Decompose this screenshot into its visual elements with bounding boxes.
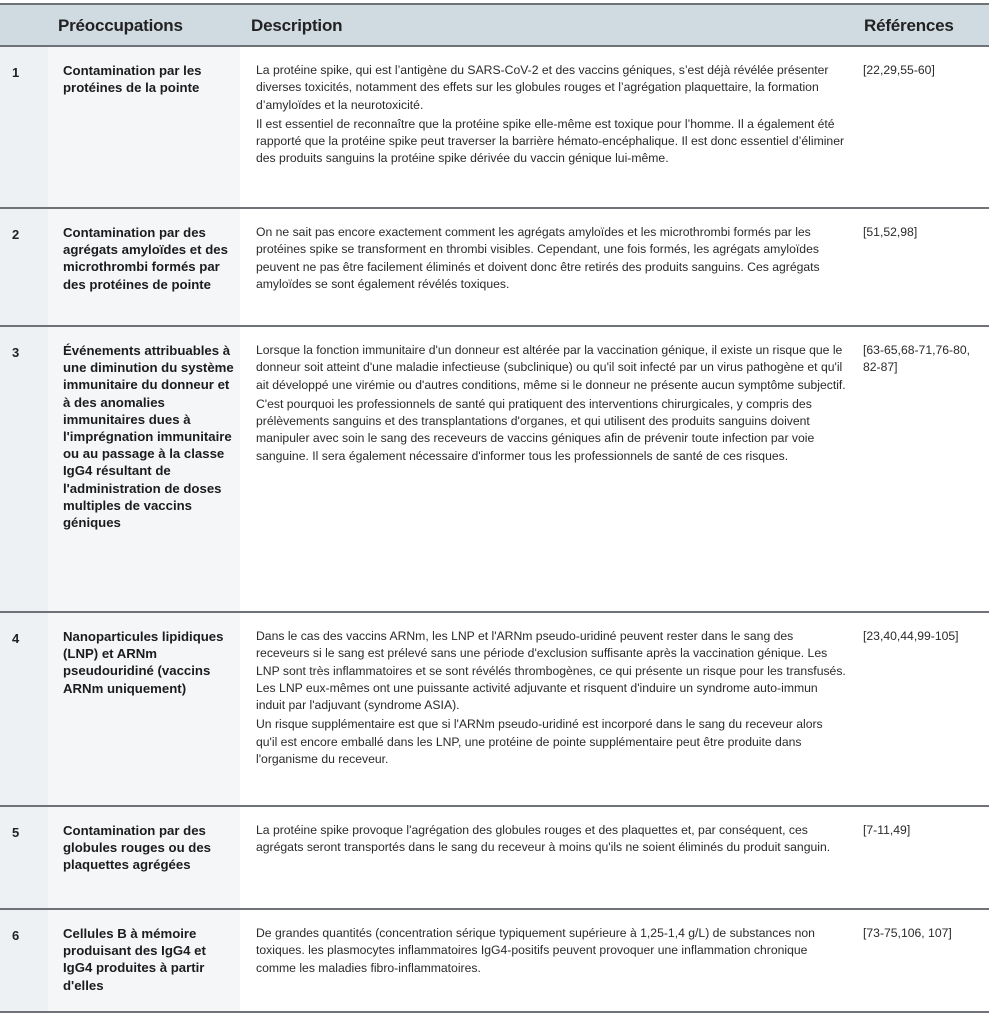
row-number: 2 <box>12 227 20 242</box>
table-row <box>0 613 989 807</box>
row-description <box>256 342 846 467</box>
row-concern: Cellules B à mémoire produisant des IgG4 et IgG4 produites à partir d'elles <box>63 926 206 993</box>
row-number: 3 <box>12 345 20 360</box>
description-paragraph: On ne sait pas encore exactement comment les agrégats amyloïdes et les microthrombi formés par les protéines spike se transforment en thrombi visibles. Cependant, une fois formés, les agrégats amyloïdes peuvent ne pas être facilement éliminés et doivent donc être retirés des produits sanguins. Ces agrégats amyloïdes se sont également révélés toxiques. <box>256 225 820 291</box>
row-references: [73-75,106, 107] <box>863 926 952 940</box>
row-references: [63-65,68-71,76-80, 82-87] <box>863 343 971 375</box>
description-paragraph: De grandes quantités (concentration sérique typiquement supérieure à 1,25-1,4 g/L) de substances non toxiques. les plasmocytes inflammatoires IgG4-positifs peuvent provoquer une inflammation chronique comme les maladies fibro-inflammatoires. <box>256 926 815 975</box>
row-concern: Contamination par les protéines de la pointe <box>63 63 202 96</box>
row-number: 6 <box>12 928 20 943</box>
row-description <box>256 628 846 770</box>
row-concern: Contamination par des agrégats amyloïdes et des microthrombi formés par des protéines de pointe <box>63 225 228 292</box>
row-concern: Événements attribuables à une diminution du système immunitaire du donneur et à des anomalies immunitaires dues à l'imprégnation immunitaire ou au passage à la classe IgG4 résultant de l'administration de doses multiples de vaccins géniques <box>63 343 234 531</box>
row-description <box>256 925 846 979</box>
row-references: [51,52,98] <box>863 225 918 239</box>
row-description <box>256 62 846 170</box>
description-paragraph: Un risque supplémentaire est que si l'ARNm pseudo-uridiné est incorporé dans le sang du receveur alors qu'il est encore emballé dans les LNP, une protéine de pointe supplémentaire peut être produite dans l'organisme du receveur. <box>256 717 823 767</box>
row-number: 4 <box>12 631 20 646</box>
description-paragraph: La protéine spike, qui est l’antigène du SARS-CoV-2 et des vaccins géniques, s’est déjà révélée présenter diverses toxicités, notamment des effets sur les globules rouges et l’agrégation plaquettaire, la formation d’amyloïdes et la neurotoxicité. <box>256 63 829 112</box>
description-paragraph: Dans le cas des vaccins ARNm, les LNP et l'ARNm pseudo-uridiné peuvent rester dans le sang des receveurs si le sang est prélevé sans une période d'exclusion suffisante après la vaccination génique. Les LNP sont très inflammatoires et se sont révélés thrombogènes, ce qui présente un risque pour les transfusés. Les LNP eux-mêmes ont une puissante activité adjuvante et risquent d'induire un syndrome auto-immun induit par l'adjuvant (syndrome ASIA). <box>256 629 846 713</box>
row-concern: Nanoparticules lipidiques (LNP) et ARNm pseudouridiné (vaccins ARNm uniquement) <box>63 629 224 696</box>
description-paragraph: C'est pourquoi les professionnels de santé qui pratiquent des interventions chirurgicales, y compris des prélèvements sanguins et des transplantations d'organes, et qui utilisent des produits sanguins doivent manipuler avec soin le sang des receveurs de vaccins géniques afin de prévenir toute infection par voie sanguine. Il sera également nécessaire d'informer tous les professionnels de santé de ces risques. <box>256 396 815 463</box>
row-references: [7-11,49] <box>863 823 911 837</box>
table-header <box>0 3 989 47</box>
description-paragraph: La protéine spike provoque l'agrégation des globules rouges et des plaquettes et, par conséquent, ces agrégats seront transportés dans le sang du receveur à moins qu'ils ne soient éliminés du produit sanguin. <box>256 823 831 855</box>
concerns-table <box>0 3 989 1013</box>
description-paragraph: Il est essentiel de reconnaître que la protéine spike elle-même est toxique pour l’homme. Il a également été rapporté que la protéine spike peut traverser la barrière hémato-encéphalique. Il est donc essentiel d’éliminer des produits sanguins la protéine spike dérivée du vaccin génique lui-même. <box>256 116 845 166</box>
header-references: Références <box>864 16 954 35</box>
table-row <box>0 910 989 1013</box>
table-row <box>0 807 989 910</box>
row-description <box>256 224 846 295</box>
row-references: [23,40,44,99-105] <box>863 629 959 643</box>
description-paragraph: Lorsque la fonction immunitaire d'un donneur est altérée par la vaccination génique, il existe un risque que le donneur soit atteint d'une maladie infectieuse (subclinique) ou qu'il soit infecté par un virus pathogène et qu'il ait développé une virémie ou d'autres conditions, même si le donneur ne présente aucun symptôme subjectif. <box>256 343 846 392</box>
row-number: 5 <box>12 825 20 840</box>
row-references: [22,29,55-60] <box>863 63 935 77</box>
row-concern: Contamination par des globules rouges ou des plaquettes agrégées <box>63 823 212 873</box>
row-number: 1 <box>12 65 20 80</box>
table-row <box>0 327 989 613</box>
row-description <box>256 822 846 859</box>
header-concerns: Préoccupations <box>58 16 183 35</box>
table-row <box>0 209 989 327</box>
table-row <box>0 47 989 209</box>
header-description: Description <box>251 16 343 35</box>
